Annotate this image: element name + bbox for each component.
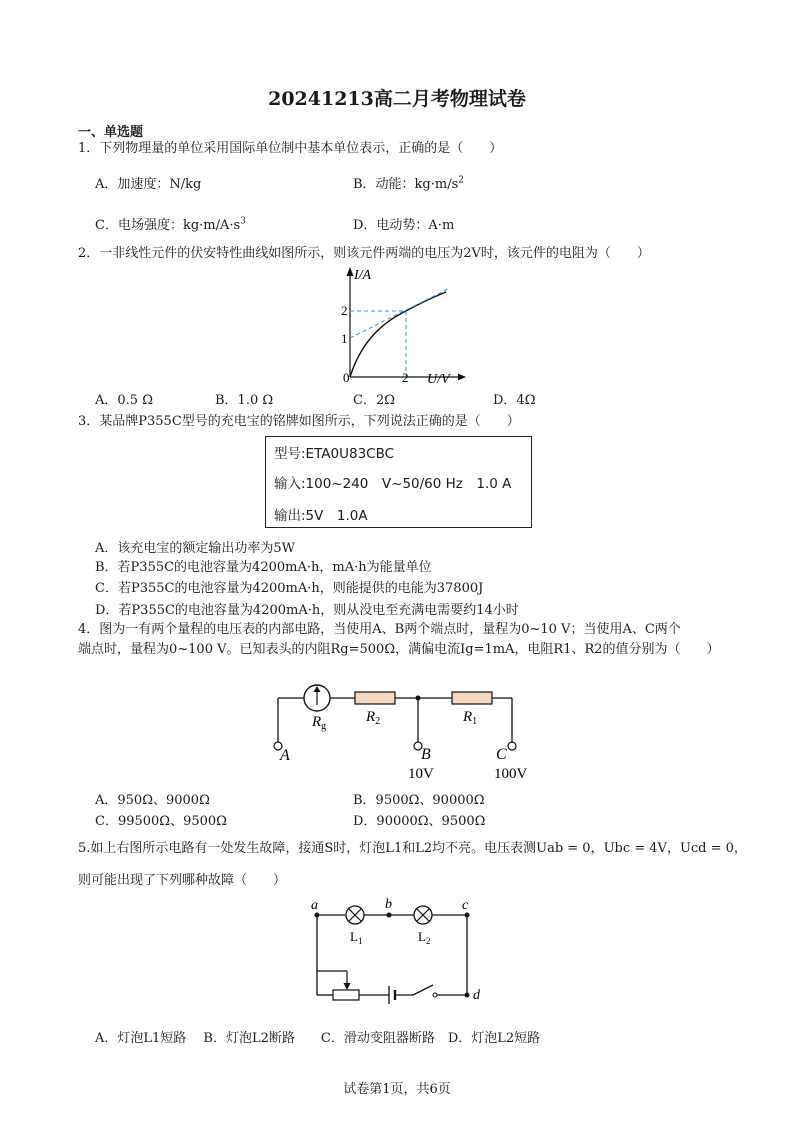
label-10v: 10V (408, 766, 434, 782)
lamp-l1-icon (346, 906, 364, 924)
x-tick-2: 2 (402, 370, 409, 385)
resistor-r1 (452, 692, 492, 704)
label-b: B (421, 746, 431, 763)
resistor-r2 (355, 692, 395, 704)
label-r1: $R_1$ (463, 709, 478, 727)
q1-option-d: D．电动势：A·m (353, 218, 455, 233)
iv-curve-graph (330, 262, 470, 387)
y-axis-label: I/A (354, 268, 372, 283)
q1-option-a: A．加速度：N/kg (95, 177, 202, 192)
node-d-label: d (473, 988, 480, 1003)
q4-stem-line2: 端点时，量程为0~100 V。已知表头的内阻Rg=500Ω，满偏电流Ig=1mA，电阻R1、R2的值分别为（ ） (78, 642, 720, 657)
lamp-l1-label: $L_1$ (350, 929, 363, 946)
label-r2: $R_2$ (366, 709, 381, 727)
nameplate-input: 输入:100~240 V~50/60 Hz 1.0 A (274, 476, 512, 492)
fault-circuit (305, 895, 495, 1010)
tangent-line (350, 289, 448, 338)
q1-option-b-sup: 2 (458, 175, 464, 186)
rheostat-slider-icon (344, 983, 351, 990)
q2-option-d: D．4Ω (493, 393, 536, 408)
page-title: 20241213高二月考物理试卷 (268, 88, 526, 110)
q4-option-d: D．90000Ω、9500Ω (353, 814, 486, 829)
y-axis-arrow (347, 267, 354, 276)
q2-option-a: A．0.5 Ω (95, 393, 153, 408)
q3-option-c: C．若P355C的电池容量为4200mA·h，则能提供的电能为37800J (95, 581, 484, 596)
node-a-label: a (311, 898, 318, 913)
q1-option-c-sup: 3 (240, 216, 246, 227)
q5-stem-line2: 则可能出现了下列哪种故障（ ） (78, 873, 287, 888)
y-tick-1: 1 (341, 331, 348, 346)
q1-option-b-text: B．动能：kg·m/s (353, 177, 459, 192)
q3-option-b: B．若P355C的电池容量为4200mA·h，mA·h为能量单位 (95, 560, 432, 575)
iv-curve (350, 292, 446, 377)
x-axis-arrow (458, 374, 466, 381)
x-axis-label: U/V (427, 372, 450, 387)
terminal-c (508, 742, 516, 750)
origin-label: 0 (343, 370, 350, 385)
label-a: A (280, 747, 290, 764)
q4-option-b: B．9500Ω、90000Ω (353, 793, 485, 808)
voltmeter-circuit (260, 680, 550, 785)
lamp-l2-label: $L_2$ (418, 929, 431, 946)
q1-option-c (95, 214, 246, 233)
node-b-label: b (385, 897, 392, 912)
q1-option-c-text: C．电场强度：kg·m/A·s (95, 218, 241, 233)
page-footer: 试卷第1页，共6页 (343, 1082, 451, 1097)
label-100v: 100V (494, 766, 528, 782)
q4-stem-line1: 4．图为一有两个量程的电压表的内部电路，当使用A、B两个端点时，量程为0~10 V；当使用A、C两个 (78, 622, 681, 637)
nameplate-box (265, 436, 532, 528)
nameplate-output: 输出:5V 1.0A (274, 508, 368, 524)
q4-option-a: A．950Ω、9000Ω (95, 793, 210, 808)
q1-option-b (353, 173, 464, 192)
q5-options: A．灯泡L1短路 B．灯泡L2断路 C．滑动变阻器断路 D．灯泡L2短路 (95, 1031, 541, 1046)
q2-option-c: C．2Ω (353, 393, 395, 408)
node-c-label: c (462, 898, 469, 913)
q1-stem: 1．下列物理量的单位采用国际单位制中基本单位表示，正确的是（ ） (78, 141, 503, 156)
switch-icon (413, 985, 433, 995)
q4-option-c: C．99500Ω、9500Ω (95, 814, 227, 829)
label-c: C (496, 746, 507, 763)
q5-stem-line1: 5.如上右图所示电路有一处发生故障，接通S时，灯泡L1和L2均不亮。电压表测Uab = 0，Ubc = 4V，Ucd = 0， (78, 841, 747, 856)
q3-option-a: A．该充电宝的额定输出功率为5W (95, 541, 296, 556)
q2-option-b: B．1.0 Ω (215, 393, 274, 408)
lamp-l2-icon (414, 906, 432, 924)
nameplate-model: 型号:ETA0U83CBC (274, 446, 395, 462)
q3-stem: 3．某品牌P355C型号的充电宝的铭牌如图所示，下列说法正确的是（ ） (78, 414, 520, 429)
label-rg: $R_g$ (312, 714, 327, 732)
y-tick-2: 2 (341, 303, 348, 318)
q3-option-d: D．若P355C的电池容量为4200mA·h，则从没电至充满电需要约14小时 (95, 603, 519, 618)
rheostat (333, 990, 359, 1000)
q2-stem: 2．一非线性元件的伏安特性曲线如图所示，则该元件两端的电压为2V时，该元件的电阻为（ ） (78, 246, 650, 261)
section-heading: 一、单选题 (78, 125, 144, 140)
